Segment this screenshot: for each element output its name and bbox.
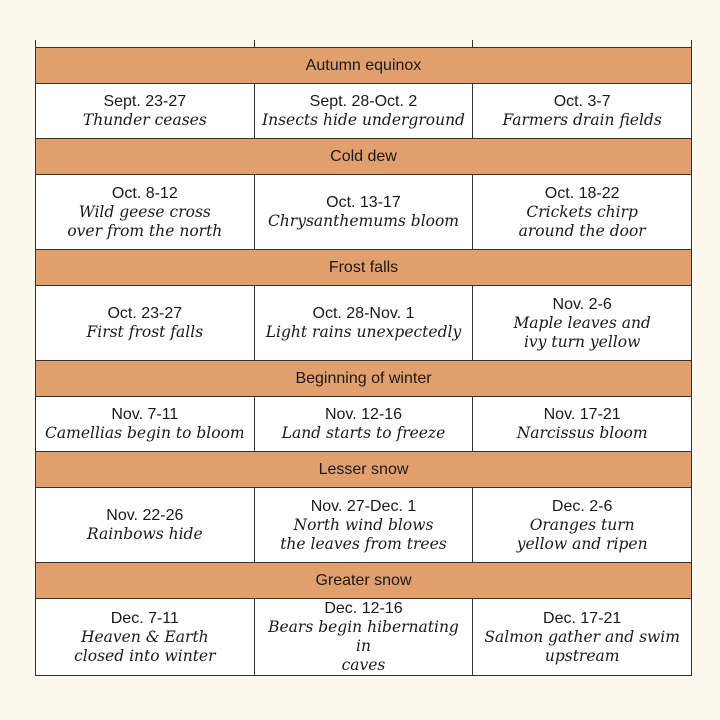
microseason-cell <box>36 175 255 250</box>
microseason-description: Chrysanthemums bloom <box>267 212 460 230</box>
microseason-cell <box>36 84 255 139</box>
microseason-cell <box>473 175 692 250</box>
microseason-description: Farmers drain fields <box>502 111 662 129</box>
microseason-description: Land starts to freeze <box>281 424 446 442</box>
microseason-row <box>36 397 692 452</box>
microseason-date: Nov. 17-21 <box>543 406 621 423</box>
microseason-cell <box>473 397 692 452</box>
microseason-description: Salmon gather and swim upstream <box>484 627 680 665</box>
season-header-row <box>36 139 692 175</box>
season-name: Autumn equinox <box>36 48 692 84</box>
microseason-date: Dec. 2-6 <box>551 497 613 515</box>
season-header-row <box>36 452 692 488</box>
season-name: Beginning of winter <box>36 361 692 397</box>
microseason-date: Oct. 3-7 <box>553 93 611 110</box>
microseason-description: North wind blows the leaves from trees <box>280 515 447 553</box>
microseason-row <box>36 84 692 139</box>
season-name: Cold dew <box>36 139 692 175</box>
microseason-cell <box>473 488 692 563</box>
microseason-description: Crickets chirp around the door <box>518 202 646 240</box>
microseason-description: Insects hide underground <box>261 111 465 129</box>
microseason-cell <box>254 488 473 563</box>
microseason-date: Nov. 12-16 <box>324 406 403 423</box>
microseason-description: Camellias begin to bloom <box>45 424 245 442</box>
microseason-date: Dec. 17-21 <box>543 609 622 627</box>
microseason-cell <box>254 286 473 361</box>
microseason-date: Oct. 13-17 <box>326 194 401 211</box>
microseason-description: Narcissus bloom <box>516 424 648 442</box>
season-header-row <box>36 563 692 599</box>
microseason-description: First frost falls <box>86 323 204 341</box>
microseason-description: Oranges turn yellow and ripen <box>516 515 648 553</box>
microseason-description: Rainbows hide <box>87 525 203 543</box>
microseason-date: Dec. 12-16 <box>324 600 403 617</box>
microseason-cell <box>254 175 473 250</box>
table-top-edge <box>35 40 692 47</box>
microseason-date: Oct. 28-Nov. 1 <box>312 305 415 322</box>
microseason-date: Oct. 8-12 <box>111 184 178 202</box>
microseason-date: Sept. 23-27 <box>103 93 187 110</box>
microseason-description: Thunder ceases <box>82 111 207 129</box>
microseason-date: Nov. 22-26 <box>106 507 184 524</box>
microseason-cell <box>473 84 692 139</box>
microseason-cell <box>473 599 692 676</box>
microseason-cell <box>254 397 473 452</box>
microseason-row <box>36 488 692 563</box>
microseason-description: Wild geese cross over from the north <box>67 202 223 240</box>
microseason-row <box>36 175 692 250</box>
microseason-description: Maple leaves and ivy turn yellow <box>513 313 651 351</box>
season-name: Greater snow <box>36 563 692 599</box>
microseasons-table <box>35 47 692 676</box>
microseason-date: Nov. 2-6 <box>552 295 612 313</box>
microseason-cell <box>254 599 473 676</box>
microseason-cell <box>36 397 255 452</box>
microseason-description: Light rains unexpectedly <box>265 323 462 341</box>
microseason-date: Sept. 28-Oct. 2 <box>309 93 418 110</box>
microseason-row <box>36 599 692 676</box>
season-header-row <box>36 361 692 397</box>
microseason-cell <box>36 286 255 361</box>
microseason-date: Nov. 27-Dec. 1 <box>310 497 417 515</box>
microseason-cell <box>36 599 255 676</box>
microseason-cell <box>473 286 692 361</box>
microseason-description: Heaven & Earth closed into winter <box>74 627 216 665</box>
microseason-description: Bears begin hibernating in caves <box>268 618 459 674</box>
season-name: Frost falls <box>36 250 692 286</box>
microseason-cell <box>36 488 255 563</box>
season-header-row <box>36 250 692 286</box>
season-header-row <box>36 48 692 84</box>
microseason-cell <box>254 84 473 139</box>
microseason-date: Oct. 18-22 <box>544 184 620 202</box>
microseason-row <box>36 286 692 361</box>
season-name: Lesser snow <box>36 452 692 488</box>
microseason-date: Oct. 23-27 <box>107 305 183 322</box>
microseason-date: Nov. 7-11 <box>111 406 179 423</box>
microseason-date: Dec. 7-11 <box>110 609 179 627</box>
